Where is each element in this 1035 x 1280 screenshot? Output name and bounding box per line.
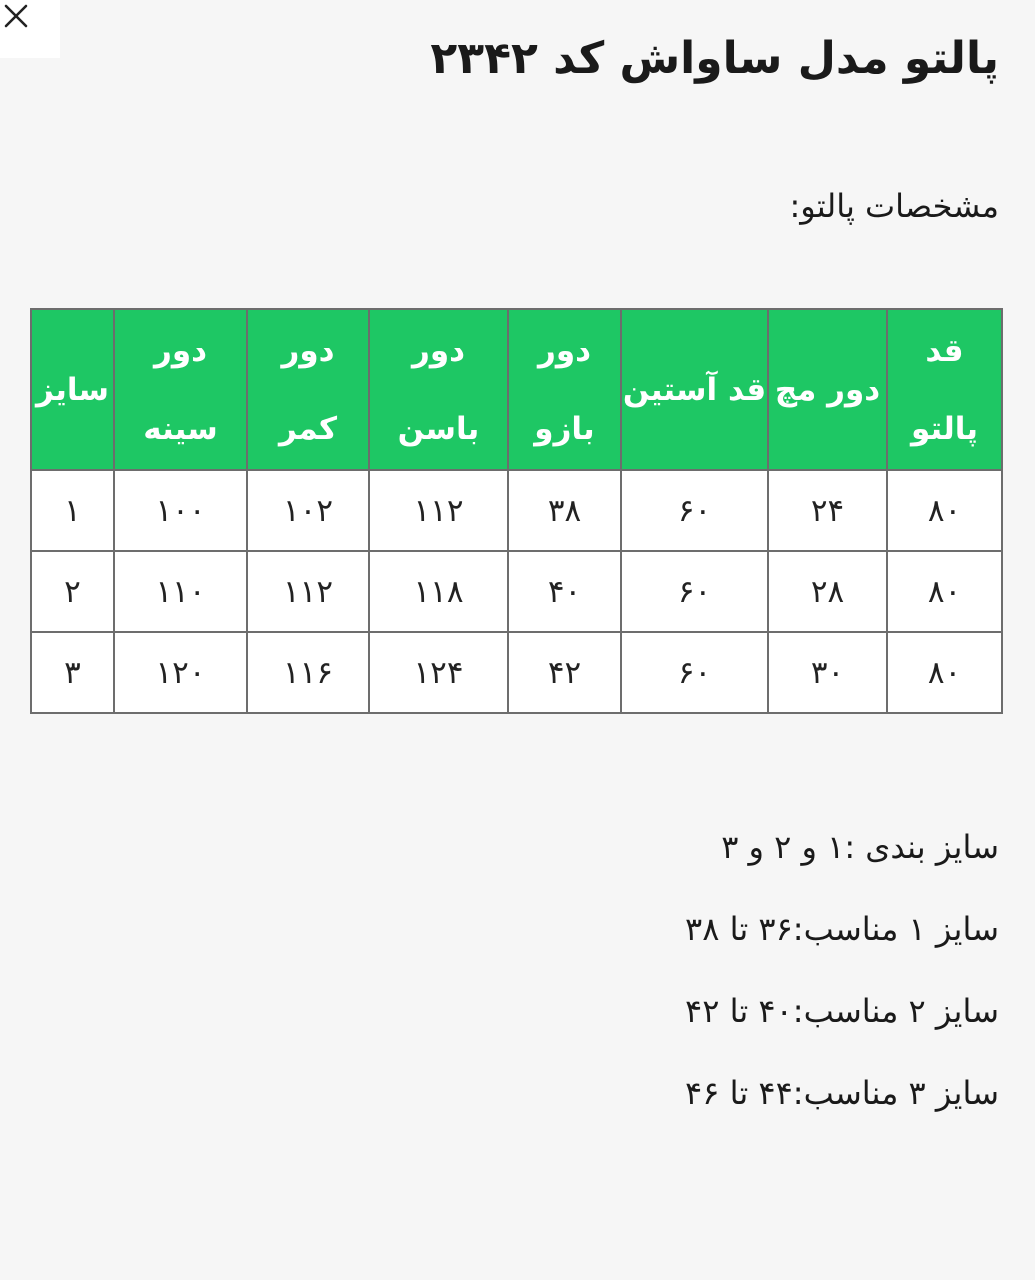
table-cell: ۱ <box>31 470 114 551</box>
table-cell: ۲ <box>31 551 114 632</box>
header-cell: دور سینه <box>114 309 247 470</box>
size-notes <box>299 806 999 1134</box>
table-row <box>31 470 1002 551</box>
size-3-note: سایز ۳ مناسب:۴۴ تا ۴۶ <box>685 1074 999 1112</box>
table-cell: ۴۰ <box>508 551 621 632</box>
table-cell: ۸۰ <box>887 470 1002 551</box>
close-icon[interactable] <box>2 2 30 30</box>
size-2-note: سایز ۲ مناسب:۴۰ تا ۴۲ <box>685 992 999 1030</box>
header-cell: قد پالتو <box>887 309 1002 470</box>
table-cell: ۳۸ <box>508 470 621 551</box>
table-cell: ۲۸ <box>768 551 887 632</box>
table-cell: ۱۱۲ <box>369 470 508 551</box>
size-table <box>30 308 1003 714</box>
table-cell: ۱۰۰ <box>114 470 247 551</box>
table-header-row <box>31 309 1002 470</box>
size-1-note: سایز ۱ مناسب:۳۶ تا ۳۸ <box>685 910 999 948</box>
table-cell: ۱۱۸ <box>369 551 508 632</box>
table-cell: ۱۰۲ <box>247 470 369 551</box>
table-cell: ۳ <box>31 632 114 713</box>
header-cell: دور باسن <box>369 309 508 470</box>
sizing-note: سایز بندی :۱ و ۲ و ۳ <box>721 828 999 866</box>
table-cell: ۸۰ <box>887 551 1002 632</box>
table-cell: ۱۲۰ <box>114 632 247 713</box>
header-cell: دور مچ <box>768 309 887 470</box>
table-cell: ۱۱۲ <box>247 551 369 632</box>
table-cell: ۶۰ <box>621 551 768 632</box>
header-cell: قد آستین <box>621 309 768 470</box>
header-cell: دور کمر <box>247 309 369 470</box>
table-row <box>31 632 1002 713</box>
page-title: پالتو مدل ساواش کد ۲۳۴۲ <box>430 33 999 84</box>
table-cell: ۶۰ <box>621 470 768 551</box>
close-button[interactable] <box>0 0 60 58</box>
table-cell: ۱۱۶ <box>247 632 369 713</box>
table-cell: ۳۰ <box>768 632 887 713</box>
table-cell: ۴۲ <box>508 632 621 713</box>
table-cell: ۲۴ <box>768 470 887 551</box>
header-cell: دور بازو <box>508 309 621 470</box>
table-cell: ۶۰ <box>621 632 768 713</box>
table-cell: ۱۲۴ <box>369 632 508 713</box>
header-cell: سایز <box>31 309 114 470</box>
specs-heading: مشخصات پالتو: <box>789 187 999 225</box>
table-row <box>31 551 1002 632</box>
table-cell: ۱۱۰ <box>114 551 247 632</box>
table-cell: ۸۰ <box>887 632 1002 713</box>
